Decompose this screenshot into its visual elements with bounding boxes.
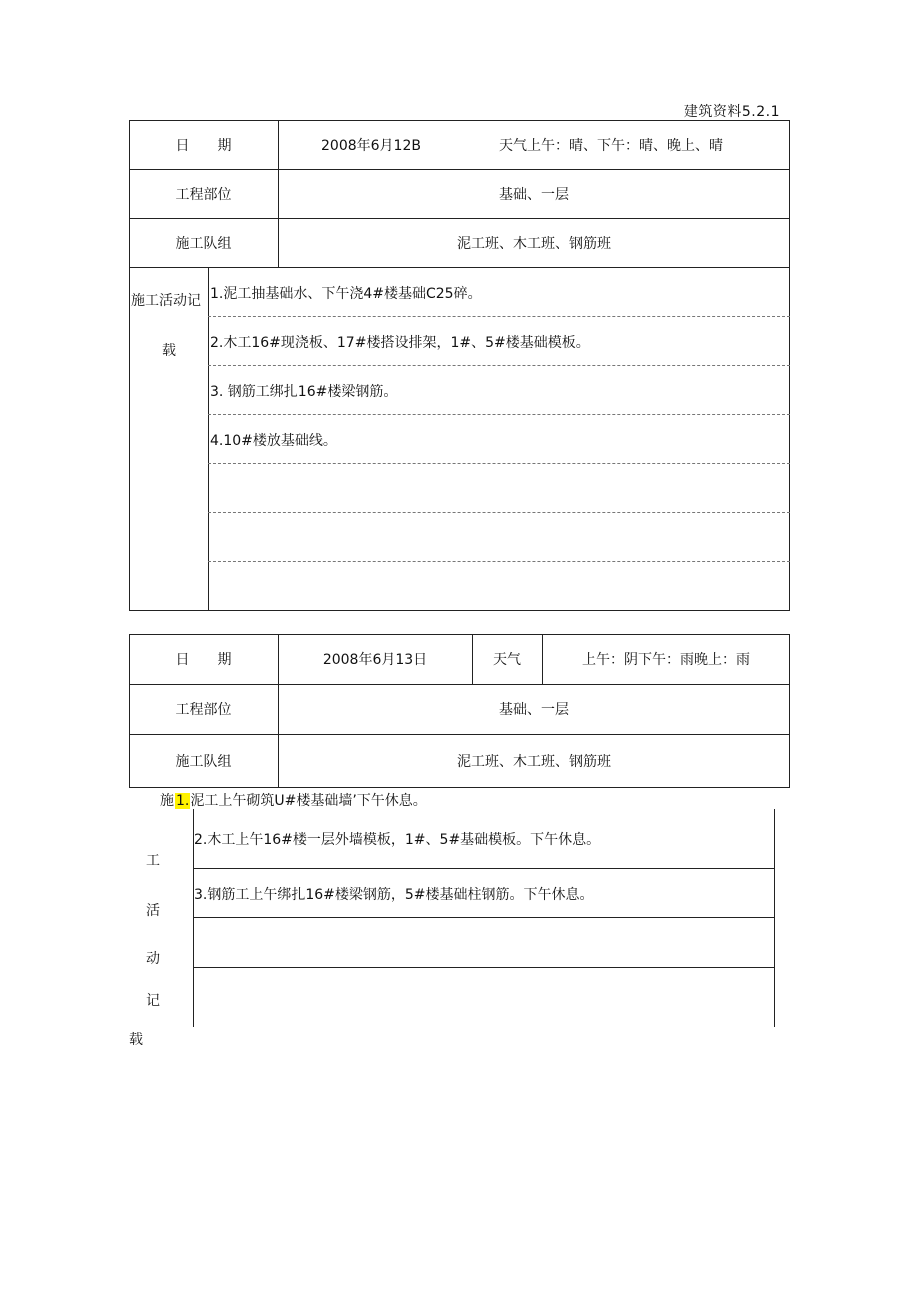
- records-label: 施工活动记: [131, 293, 201, 309]
- divider: [193, 868, 774, 869]
- weather-value: 上午：阴下午：雨晚上：雨: [582, 652, 750, 668]
- divider: [129, 267, 790, 268]
- record-line: 4.10#楼放基础线。: [210, 433, 337, 449]
- divider: [208, 365, 790, 366]
- records-label-char: 载: [129, 1032, 143, 1048]
- record-line: 2.木工16#现浇板、17#楼搭设排架，1#、5#楼基础模板。: [210, 335, 590, 351]
- weather-label: 天气: [493, 652, 521, 668]
- location-label: 工程部位: [175, 702, 232, 718]
- team-label: 施工队组: [175, 235, 232, 252]
- divider: [193, 917, 774, 918]
- date-label: 日 期: [175, 652, 232, 668]
- records-label-char: 施: [160, 793, 174, 809]
- records-label-char: 动: [146, 951, 160, 967]
- team-label: 施工队组: [175, 754, 232, 770]
- divider: [208, 463, 790, 464]
- record-number-highlight: 1.: [176, 793, 190, 809]
- record-line: 3. 钢筋工绑扎16#楼梁钢筋。: [210, 384, 398, 400]
- records-label-char: 工: [146, 853, 160, 869]
- records-label-char: 记: [146, 993, 160, 1009]
- location-value: 基础、一层: [499, 186, 569, 203]
- divider: [774, 809, 775, 1027]
- document-code: 建筑资料5.2.1: [683, 104, 780, 120]
- divider: [208, 316, 790, 317]
- divider: [208, 267, 209, 611]
- divider: [208, 561, 790, 562]
- record-line-1-text: 泥工上午砌筑U#楼基础墙’下午休息。: [190, 793, 427, 809]
- record-line: 1.泥工抽基础水、下午浇4#楼基础C25碎。: [210, 286, 482, 302]
- date-value: 2008年6月12B: [321, 137, 421, 154]
- location-label: 工程部位: [175, 186, 232, 203]
- date-value: 2008年6月13日: [322, 652, 428, 668]
- divider: [193, 967, 774, 968]
- records-label: 载: [162, 343, 176, 359]
- weather-text: 天气上午：晴、下午：晴、晚上、晴: [499, 137, 723, 154]
- record-line-1: [175, 790, 427, 810]
- records-label-char: 活: [146, 903, 160, 919]
- divider: [208, 512, 790, 513]
- date-label: 日 期: [175, 137, 232, 154]
- record-line: 2.木工上午16#楼一层外墙模板，1#、5#基础模板。下午休息。: [194, 832, 601, 848]
- record-line: 3.钢筋工上午绑扎16#楼梁钢筋，5#楼基础柱钢筋。下午休息。: [194, 887, 594, 903]
- divider: [208, 414, 790, 415]
- team-value: 泥工班、木工班、钢筋班: [457, 754, 611, 770]
- team-value: 泥工班、木工班、钢筋班: [457, 235, 611, 252]
- location-value: 基础、一层: [499, 702, 569, 718]
